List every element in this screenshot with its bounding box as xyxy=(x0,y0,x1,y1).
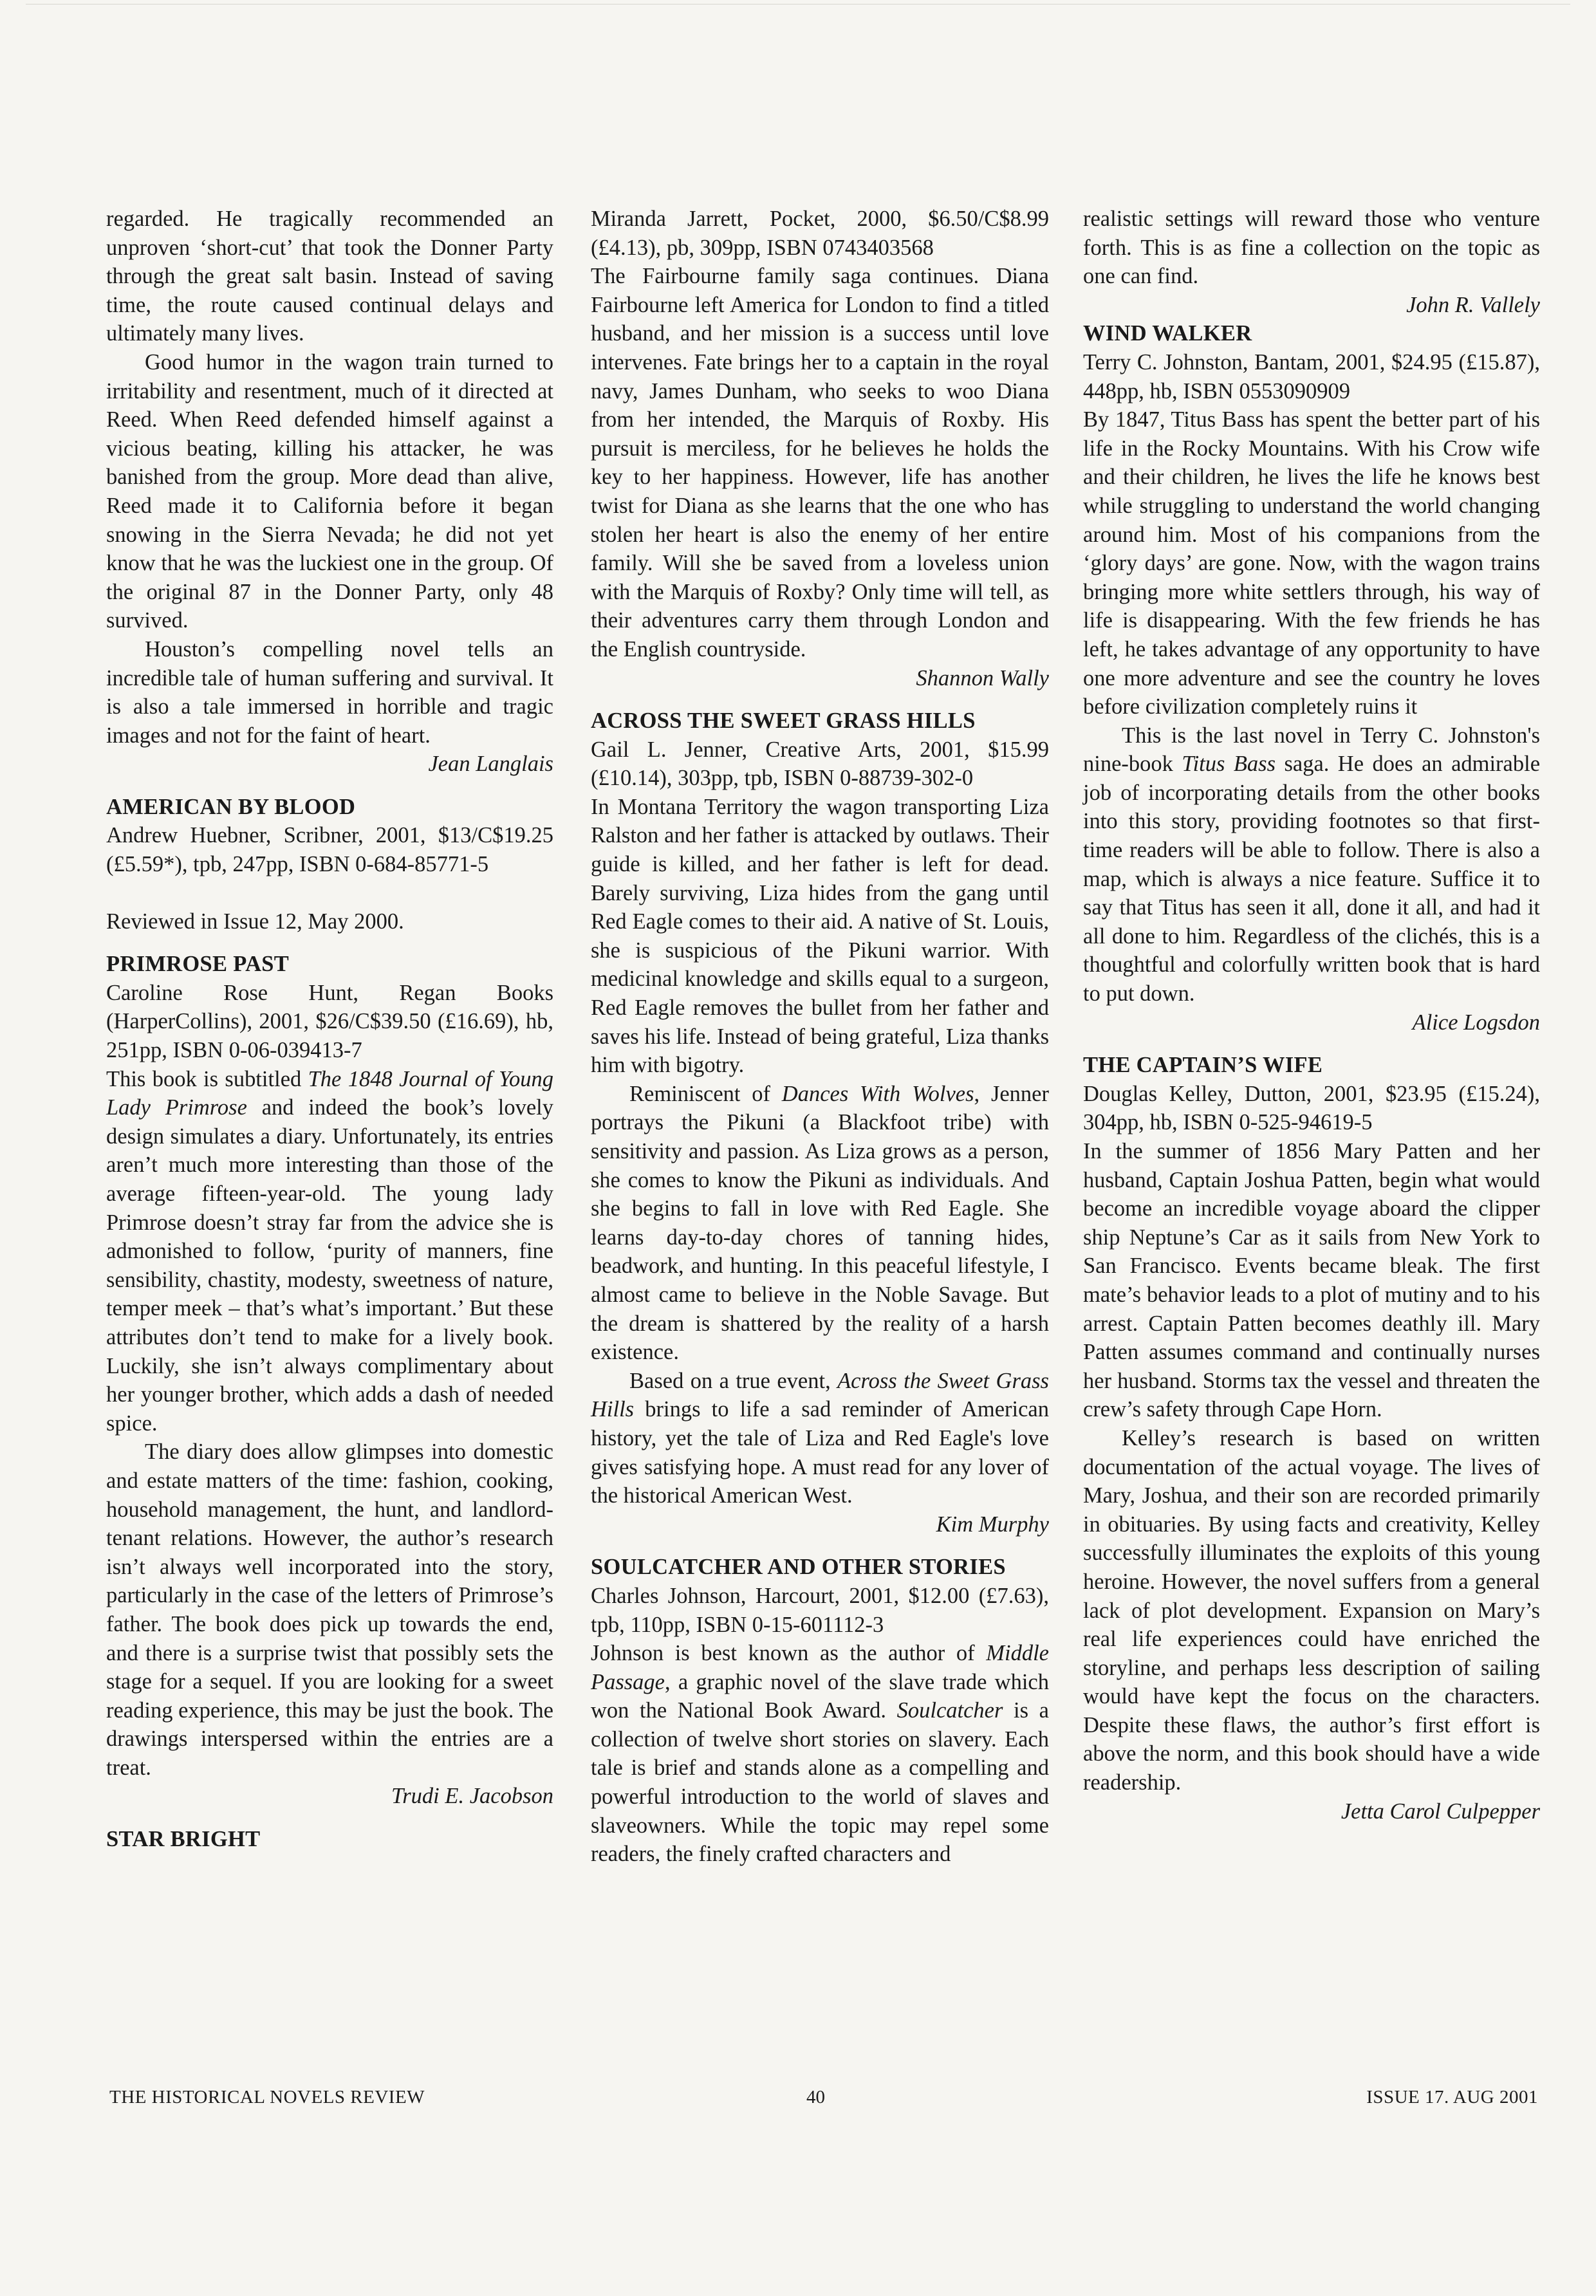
reviewer-signature: Trudi E. Jacobson xyxy=(391,1784,553,1809)
reviewer-signature: Jetta Carol Culpepper xyxy=(1341,1799,1540,1824)
review-text: realistic settings will reward those who venture forth. This is as fine a collection on the topic as one can find. xyxy=(1083,207,1540,289)
reviewer-signature: Kim Murphy xyxy=(936,1512,1049,1537)
review-title: STAR BRIGHT xyxy=(106,1827,261,1852)
book-details: Caroline Rose Hunt, Regan Books (HarperCollins), 2001, $26/C$39.50 (£16.69), hb, 251pp, ISBN 0-06-039413-7 xyxy=(106,980,553,1063)
book-details: Douglas Kelley, Dutton, 2001, $23.95 (£15.24), 304pp, hb, ISBN 0-525-94619-5 xyxy=(1083,1081,1540,1135)
houston-review-text: regarded. He tragically recommended an unproven ‘short-cut’ that took the Donner Party through the great salt basin. Instead of saving time, the route caused continual delays and ultimately many lives. xyxy=(106,207,553,346)
review-title: AMERICAN BY BLOOD xyxy=(106,794,356,819)
column-1 xyxy=(106,205,553,1854)
review-text: In Montana Territory the wagon transporting Liza Ralston and her father is attacked by outlaws. Their guide is killed, and her father is left for dead. Barely surviving, Liza hides from the gang until Red Eagle comes to their aid. A native of St. Louis, she is suspicious of the Pikuni warrior. With medicinal knowledge and skills equal to a surgeon, Red Eagle removes the bullet from her father and saves his life. Instead of being grateful, Liza thanks him with bigotry. xyxy=(591,794,1049,1078)
page-footer xyxy=(109,2083,1538,2111)
review-note: Reviewed in Issue 12, May 2000. xyxy=(106,909,404,934)
review-text: By 1847, Titus Bass has spent the better part of his life in the Rocky Mountains. With his Crow wife and their children, he lives the life he knows best while struggling to understand the world changing around him. Most of his companions from the ‘glory days’ are gone. Now, with the wagon trains bringing more white settlers through, his way of life is disappearing. With the few friends he has left, he takes advantage of any opportunity to have one more adventure and see the country he loves before civilization completely ruins it xyxy=(1083,407,1540,719)
page-number: 40 xyxy=(806,2087,825,2107)
book-details: Andrew Huebner, Scribner, 2001, $13/C$19.25 (£5.59*), tpb, 247pp, ISBN 0-684-85771-5 xyxy=(106,823,553,877)
review-text: Kelley’s research is based on written documentation of the actual voyage. The lives of Mary, Joshua, and their son are recorded primarily in obituaries. By using facts and creativity, Kelley successfully illuminates the exploits of this young heroine. However, the novel suffers from a general lack of plot development. Expansion on Mary’s real life experiences could have enriched the storyline, and perhaps less description of sailing would have kept the focus on the characters. Despite these flaws, the author’s first effort is above the norm, and this book should have a wide readership. xyxy=(1083,1425,1540,1795)
review-title: ACROSS THE SWEET GRASS HILLS xyxy=(591,708,976,734)
reviewer-signature: Alice Logsdon xyxy=(1412,1010,1540,1035)
review-text: The Fairbourne family saga continues. Diana Fairbourne left America for London to find a titled husband, and her mission is a success until love intervenes. Fate brings her to a captain in the royal navy, James Dunham, who seeks to woo Diana from her intended, the Marquis of Roxby. His pursuit is merciless, for he believes he holds the key to her happiness. However, life has another twist for Diana as she learns that the one who has stolen her heart is also the enemy of her entire family. Will she be saved from a loveless union with the Marquis of Roxby? Only time will tell, as their adventures carry them through London and the English countryside. xyxy=(591,264,1049,662)
houston-review-text: Houston’s compelling novel tells an incredible tale of human suffering and survival. It is also a tale immersed in horrible and tragic images and not for the faint of heart. xyxy=(106,636,553,748)
review-text: Based on a true event, Across the Sweet Grass Hills brings to life a sad reminder of American history, yet the tale of Liza and Red Eagle's love gives satisfying hope. A must read for any lover of the historical American West. xyxy=(591,1368,1049,1508)
reviewer-signature: Shannon Wally xyxy=(916,665,1049,690)
page-edge-line xyxy=(26,4,1570,5)
houston-review-text: Good humor in the wagon train turned to irritability and resentment, much of it directed at Reed. When Reed defended himself against a vicious beating, killing his attacker, he was banished from the group. More dead than alive, Reed made it to California before it began snowing in the Sierra Nevada; he did not yet know that he was the luckiest one in the group. Of the original 87 in the Donner Party, only 48 survived. xyxy=(106,349,553,633)
reviewer-signature: John R. Vallely xyxy=(1406,292,1540,317)
review-text: This book is subtitled The 1848 Journal of Young Lady Primrose and indeed the book’s lovely design simulates a diary. Unfortunately, its entries aren’t much more interesting than those of the average fifteen-year-old. The young lady Primrose doesn’t stray far from the advice she is admonished to follow, ‘purity of manners, fine sensibility, chastity, modesty, sweetness of nature, temper meek – that’s what’s important.’ But these attributes don’t tend to make for a lively book. Luckily, she isn’t always complimentary about her younger brother, which adds a dash of needed spice. xyxy=(106,1066,553,1436)
column-3 xyxy=(1083,205,1540,1826)
review-text: This is the last novel in Terry C. Johnston's nine-book Titus Bass saga. He does an admirable job of incorporating details from the other books into this story, providing footnotes so that first-time readers will be able to follow. There is also a map, which is always a nice feature. Suffice it to say that Titus has seen it all, done it all, and had it all done to him. Regardless of the clichés, this is a thoughtful and colorfully written book that is hard to put down. xyxy=(1083,723,1541,1006)
review-title: PRIMROSE PAST xyxy=(106,952,290,977)
review-text: Reminiscent of Dances With Wolves, Jenner portrays the Pikuni (a Blackfoot tribe) with sensitivity and passion. As Liza grows as a person, she comes to know the Pikuni as individuals. And she begins to fall in love with Red Eagle. She learns day-to-day chores of tanning hides, beadwork, and hunting. In this peaceful lifestyle, I almost came to believe in the Noble Savage. But the dream is shattered by the reality of a harsh existence. xyxy=(591,1081,1049,1365)
reviewer-signature: Jean Langlais xyxy=(428,752,553,777)
book-details: Terry C. Johnston, Bantam, 2001, $24.95 (£15.87), 448pp, hb, ISBN 0553090909 xyxy=(1083,349,1540,403)
review-title: WIND WALKER xyxy=(1083,321,1252,346)
publication-name: THE HISTORICAL NOVELS REVIEW xyxy=(109,2087,425,2107)
book-details: Miranda Jarrett, Pocket, 2000, $6.50/C$8.99 (£4.13), pb, 309pp, ISBN 0743403568 xyxy=(591,207,1049,260)
review-title: THE CAPTAIN’S WIFE xyxy=(1083,1053,1323,1078)
book-details: Gail L. Jenner, Creative Arts, 2001, $15.99 (£10.14), 303pp, tpb, ISBN 0-88739-302-0 xyxy=(591,737,1049,791)
review-text: The diary does allow glimpses into domestic and estate matters of the time: fashion, cooking, household management, the hunt, and landlord-tenant relations. However, the author’s research isn’t always well incorporated into the story, particularly in the case of the letters of Primrose’s father. The book does pick up towards the end, and there is a surprise twist that possibly sets the stage for a sequel. If you are looking for a sweet reading experience, this may be just the book. The drawings interspersed within the entries are a treat. xyxy=(106,1440,553,1780)
book-details: Charles Johnson, Harcourt, 2001, $12.00 (£7.63), tpb, 110pp, ISBN 0-15-601112-3 xyxy=(591,1583,1049,1637)
issue-label: ISSUE 17. AUG 2001 xyxy=(1366,2087,1538,2107)
review-title: SOULCATCHER AND OTHER STORIES xyxy=(591,1555,1006,1580)
column-2 xyxy=(591,205,1049,1869)
review-text: In the summer of 1856 Mary Patten and her husband, Captain Joshua Patten, begin what would become an incredible voyage aboard the clipper ship Neptune’s Car as it sails from New York to San Francisco. Events became bleak. The first mate’s behavior leads to a plot of mutiny and to his arrest. Captain Patten becomes deathly ill. Mary Patten assumes command and continually nurses her husband. Storms tax the vessel and threaten the crew’s safety through Cape Horn. xyxy=(1083,1139,1540,1422)
review-text: Johnson is best known as the author of Middle Passage, a graphic novel of the slave trade which won the National Book Award. Soulcatcher is a collection of twelve short stories on slavery. Each tale is brief and stands alone as a compelling and powerful introduction to the world of slaves and slaveowners. While the topic may repel some readers, the finely crafted characters and xyxy=(591,1641,1049,1867)
